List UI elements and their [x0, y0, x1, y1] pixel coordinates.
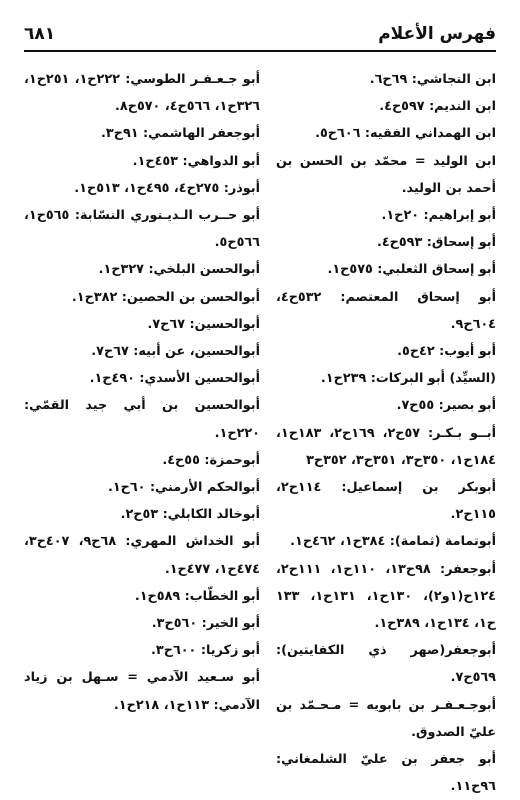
page-title: فهرس الأعلام	[378, 24, 496, 44]
index-entry: أبوحمزة: ٥٥ح٤.	[162, 452, 260, 468]
page-header	[24, 12, 496, 44]
index-entry: أبوالحسين، عن أبيه: ٦٧ح٧.	[91, 344, 260, 360]
left-column	[24, 66, 260, 800]
index-entry: أبو الدواهي: ٤٥٣ح١.	[132, 153, 260, 169]
index-entry: أبو الخداش المهري: ٦٨ح٩، ٤٠٧ح٣، ٤٧٤ح١، ٤٧٧ح١.	[24, 534, 260, 577]
index-entry: أبوالحكم الأرمني: ٦٠ح١.	[107, 480, 260, 496]
index-entry: ابن النجاشي: ٦٩ح٦.	[369, 72, 496, 87]
index-entry: أبو جعفر بن عليّ الشلمغاني: ٩٦ح١١.	[276, 752, 496, 795]
index-entry: أبو حــرب الـديـنوري النسّابة: ٥٦٥ح١، ٥٦٦ح٥.	[24, 208, 260, 251]
index-entry: أبو جـعـفـر الطوسي: ٢٢٢ح١، ٢٥١ح١، ٣٢٦ح١، ٥٦٦ح٤، ٥٧٠ح٨.	[24, 72, 260, 115]
index-entry: أبو الخير: ٥٦٠ح٣.	[151, 616, 260, 632]
index-entry: أبو أيوب: ٤٢ح٥.	[397, 344, 496, 360]
index-entry: ابن النديم: ٥٩٧ح٤.	[379, 99, 496, 115]
index-entry: (السيِّد) أبو البركات: ٢٣٩ح١.	[320, 371, 496, 387]
index-entry: أبوتمامة (ثمامة): ٣٨٤ح١، ٤٦٢ح١.	[290, 534, 496, 550]
index-entry: أبوجـعـفـر بن بابويه = مـحـمّد بن عليّ الصدوق.	[276, 697, 496, 740]
index-entry: أبو زكريا: ٦٠٠ح٣.	[151, 643, 260, 659]
index-entry: أبو إسحاق: ٥٩٣ح٤.	[376, 235, 496, 251]
index-entry: أبو سـعيد الآدمي = سـهل بن زياد الآدمي: ١١٣ح١، ٢١٨ح١.	[24, 670, 260, 713]
index-entry: أبوالحسين: ٦٧ح٧.	[147, 316, 260, 332]
index-entry: أبوالحسن البلخي: ٣٢٧ح١.	[98, 262, 260, 278]
index-entry: أبوجعفر الهاشمي: ٩١ح٣.	[101, 126, 260, 142]
page-number: ٦٨١	[24, 24, 56, 44]
index-entry: أبو الخطّاب: ٥٨٩ح١.	[134, 588, 260, 604]
index-entry: أبو إسحاق الثعلبي: ٥٧٥ح١.	[327, 262, 496, 278]
index-entry: أبوبكر بن إسماعيل: ١١٤ح٢، ١١٥ح٢.	[276, 480, 496, 523]
index-entry: أبوالحسين الأسدي: ٤٩٠ح١.	[89, 371, 260, 387]
header-rule	[24, 50, 496, 52]
index-entry: أبوجعفر: ٩٨ح١٣، ١١٠ح١، ١١١ح٢، ١٢٤ح(١و٢)، ١٣٠ح١، ١٣١ح١، ١٣٣ ح١، ١٣٤ح١، ٣٨٩ح١.	[276, 561, 496, 632]
index-entry: ابن الهمداني الفقيه: ٦٠٦ح٥.	[315, 126, 496, 142]
index-entry: ابن الوليد = محمّد بن الحسن بن أحمد بن الوليد.	[276, 153, 496, 196]
index-entry: أبوذر: ٢٧٥ح٤، ٤٩٥ح١، ٥١٣ح١.	[74, 180, 260, 196]
index-columns	[24, 66, 496, 800]
index-entry: أبو بصير: ٥٥ح٧.	[396, 398, 496, 414]
index-entry: أبو إبراهيم: ٢٠ح١.	[381, 208, 496, 224]
index-entry: أبوالحسين بن أبي جيد القمّي: ٢٢٠ح١.	[24, 398, 260, 441]
index-entry: أبوجعفر(صهر ذي الكفايتين): ٥٦٩ح٧.	[276, 643, 496, 686]
index-entry: أبو إسحاق المعتصم: ٥٣٢ح٤، ٦٠٤ح٩.	[276, 289, 496, 332]
index-entry: أبوخالد الكابلي: ٥٣ح٢.	[120, 507, 260, 523]
index-entry: أبوالحسن بن الحصين: ٣٨٢ح١.	[71, 289, 260, 305]
right-column	[276, 66, 496, 800]
index-entry: أبــو بـكـر: ٥٧ح٢، ١٦٩ح٢، ١٨٣ح١، ١٨٤ح١، ٣٥٠ح٣، ٣٥١ح٣، ٣٥٢ح٣	[276, 425, 496, 468]
